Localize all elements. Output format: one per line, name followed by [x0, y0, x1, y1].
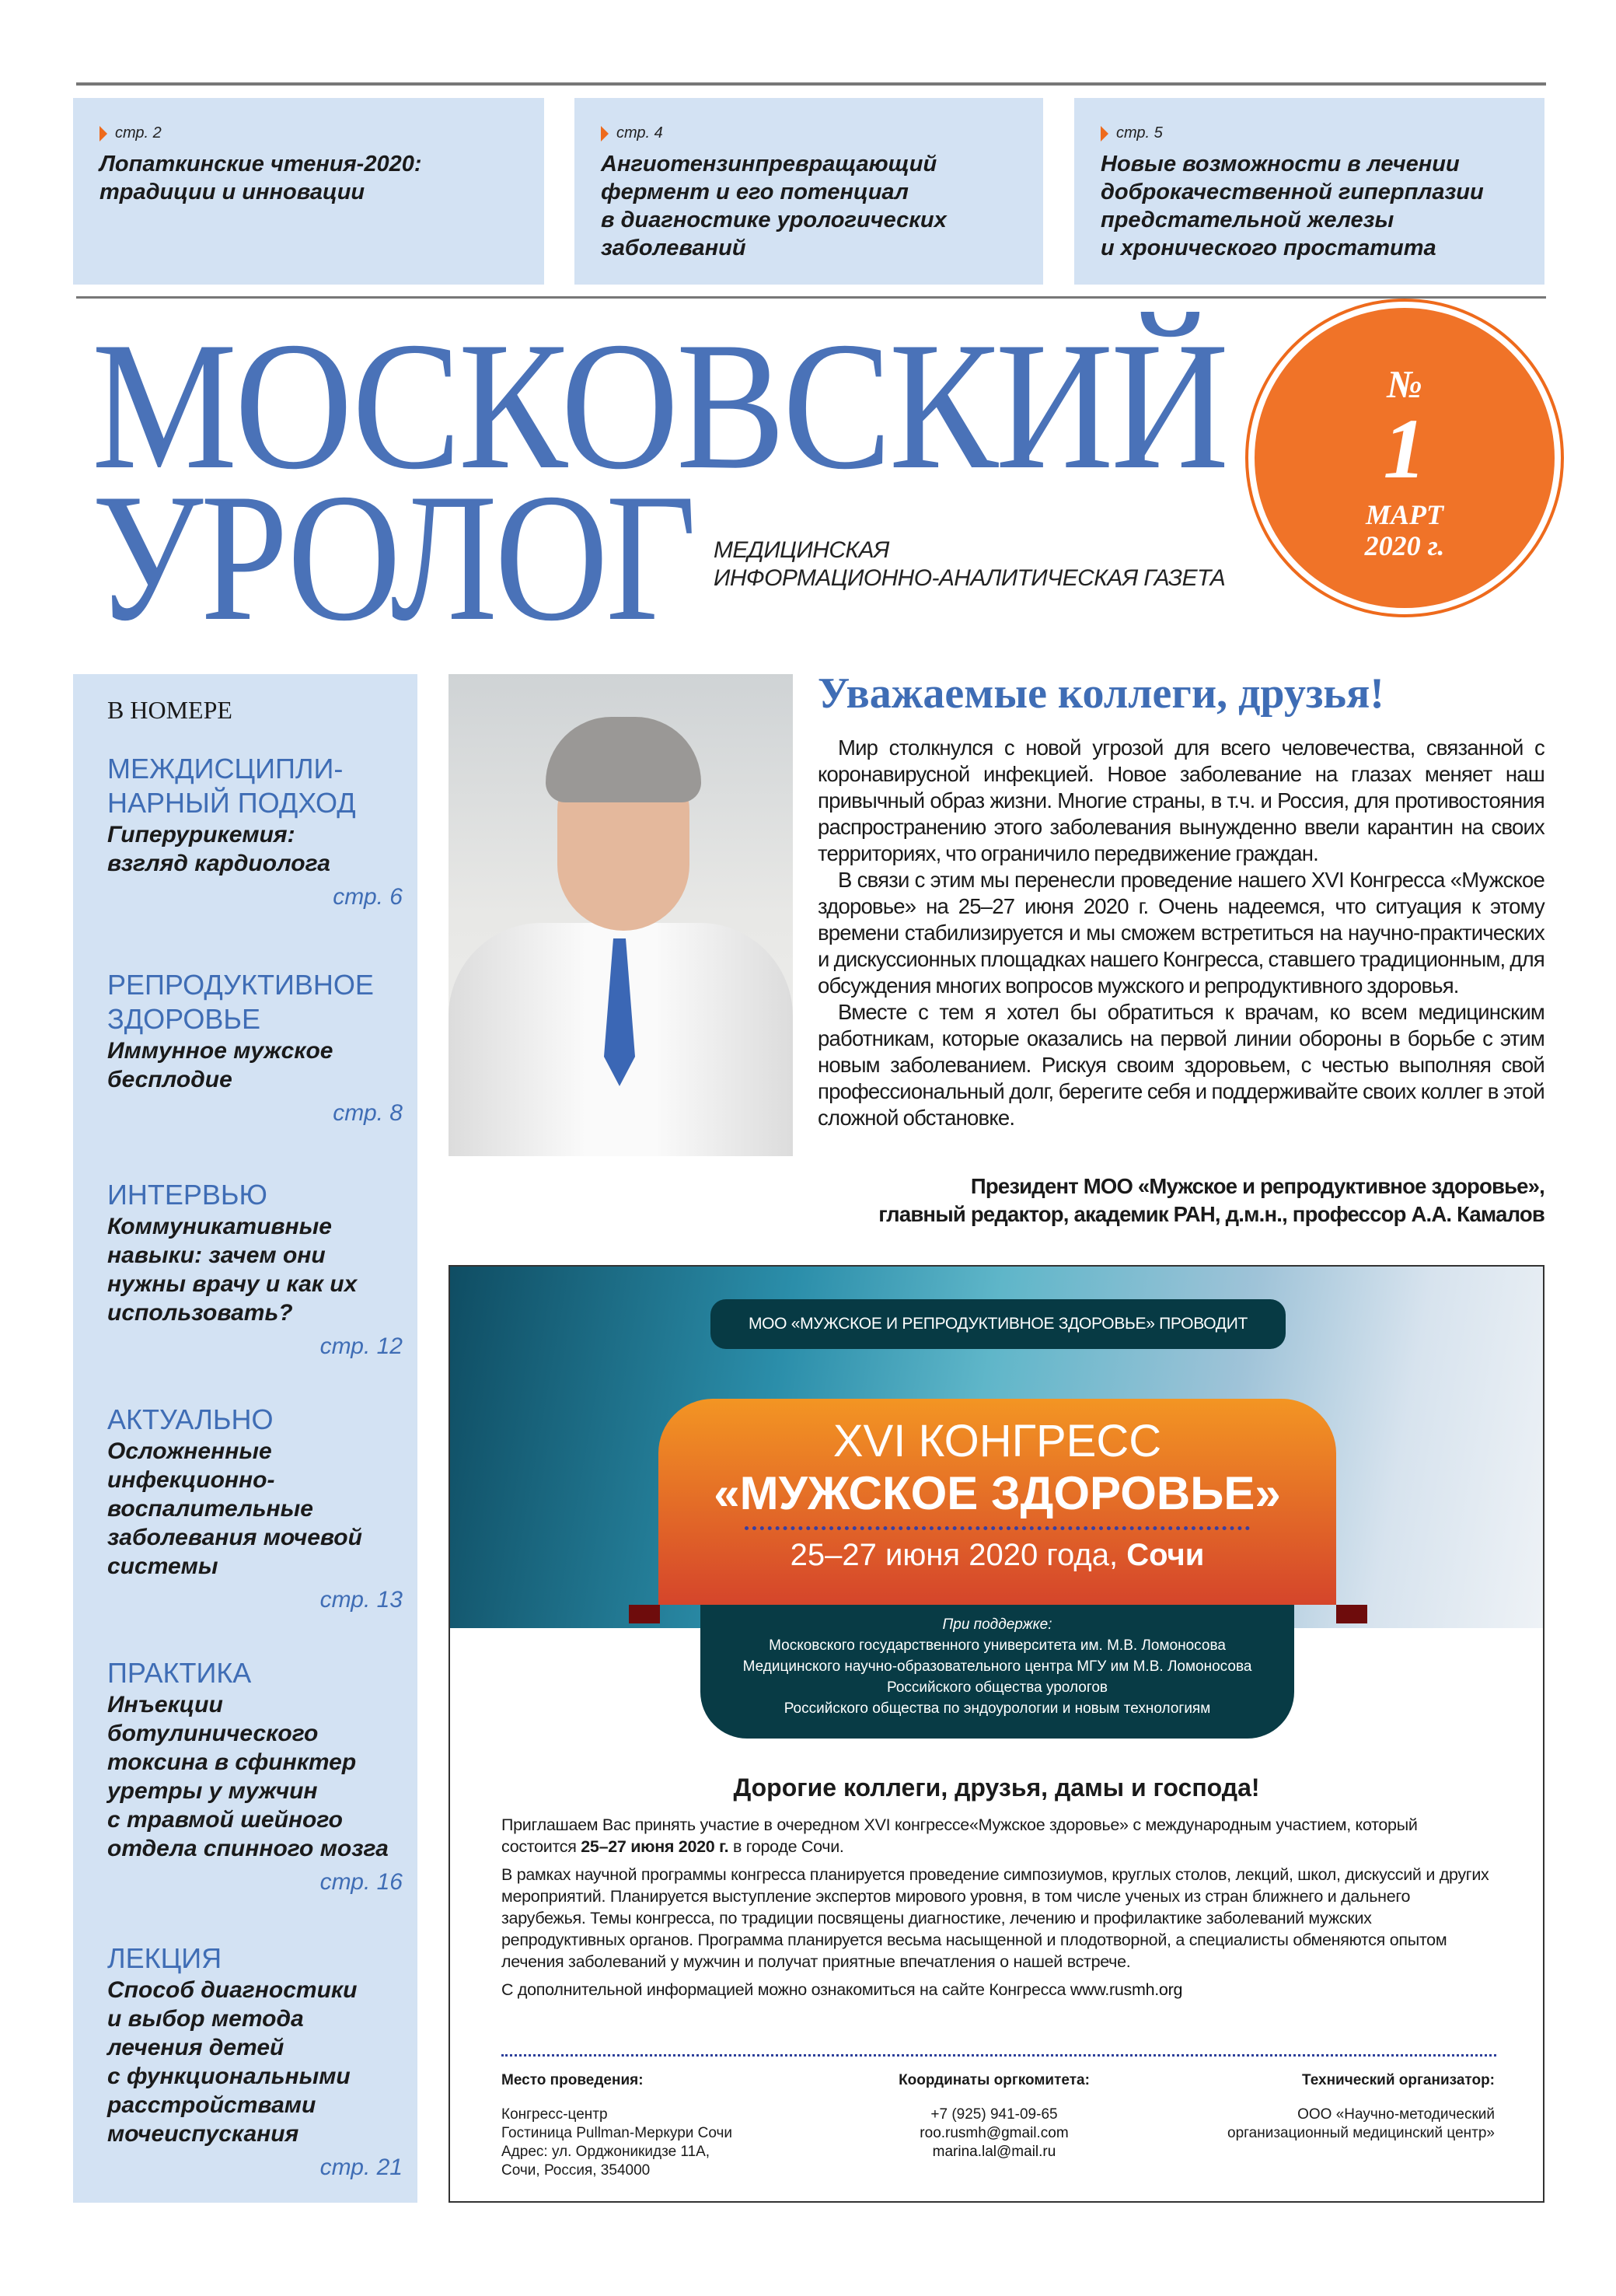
page-ref: стр. 21 [319, 2154, 403, 2180]
venue-label: Место проведения: [501, 2072, 644, 2088]
contacts-column [885, 2071, 1103, 2161]
section-desc: Инъекции ботулинического токсина в сфинктер уретры у мужчин с травмой шейного отдела спинного мозга [107, 1692, 389, 1861]
section-heading: ИНТЕРВЬЮ [107, 1179, 267, 1211]
ad-text-bold: 25–27 июня 2020 г. [581, 1837, 729, 1856]
section-desc: Способ диагностики и выбор метода лечения детей с функциональными расстройствами мочеиспускания [107, 1977, 358, 2147]
section-heading: АКТУАЛЬНО [107, 1403, 274, 1435]
ad-text: Приглашаем Вас принять участие в очередном XVI конгрессе«Мужское здоровье» с международным участием, который состоится [501, 1815, 1418, 1856]
tech-label: Технический организатор: [1302, 2072, 1495, 2088]
email-link[interactable]: marina.lal@mail.ru [932, 2144, 1056, 2160]
ad-text: С дополнительной информацией можно ознакомиться на сайте Конгресса [501, 1980, 1070, 1999]
divider [501, 2054, 1496, 2057]
ad-dates: 25–27 июня 2020 года, [790, 1538, 1127, 1572]
section-heading: МЕЖДИСЦИПЛИ- НАРНЫЙ ПОДХОД [107, 753, 356, 819]
ribbon-fold [629, 1605, 660, 1623]
letter-paragraph: В связи с этим мы перенесли проведение нашего XVI Конгресса «Мужское здоровье» на 25–27 июня 2020 г. Очень надеемся, что ситуация к этому времени стабилизируется и мы сможем встретиться на научно-практических и дискуссионных площадках нашего Конгресса, ставшего традиционным, для обсуждения многих вопросов мужского и репродуктивного здоровья. [818, 868, 1544, 998]
email-link[interactable]: roo.rusmh@gmail.com [920, 2125, 1069, 2141]
teaser-title: Лопаткинские чтения-2020: традиции и инновации [99, 152, 422, 204]
letter-paragraph: Мир столкнулся с новой угрозой для всего человечества, связанной с коронавирусной инфекцией. Новое заболевание на глазах меняет наш привычный образ жизни. Многие страны, в т.ч. и Россия, для противостояния распространению этого заболевания вынужденно ввели карантин на своих территориях, что ограничило передвижение граждан. [818, 736, 1544, 865]
teaser-1[interactable] [73, 98, 544, 285]
venue-line: Конгресс-центр [501, 2106, 608, 2123]
page-ref: стр. 8 [333, 1100, 403, 1126]
contents-item[interactable] [107, 1178, 403, 1360]
ribbon-fold [1336, 1605, 1367, 1623]
section-heading: ПРАКТИКА [107, 1657, 252, 1689]
issue-date: МАРТ 2020 г. [1364, 499, 1445, 561]
page-ref: стр. 2 [99, 124, 518, 142]
supporter: Московского государственного университета им. М.В. Ломоносова [769, 1637, 1226, 1654]
ad-body [501, 1814, 1496, 2007]
section-desc: Иммунное мужское бесплодие [107, 1038, 333, 1092]
ad-text: В рамках научной программы конгресса планируется проведение симпозиумов, круглых столов, лекций, школ, дискуссий и других мероприятий. Планируется выступление экспертов мирового уровня, в том числе ученых из стран ближнего и дальнего зарубежья. Темы конгресса, по традиции посвящены диагностике, лечению и профилактике заболеваний мужских репродуктивных органов. Программа планируется весьма насыщенной и плодотворной, а специалисты обменяются опытом лечения заболеваний у мужчин и получат приятные впечатления о нашей встрече. [501, 1865, 1489, 1971]
ad-title-banner [658, 1399, 1336, 1605]
tech-line: организационный медицинский центр» [1227, 2125, 1495, 2141]
teaser-title: Новые возможности в лечении доброкачественной гиперплазии предстательной железы и хронического простатита [1101, 152, 1484, 260]
issue-number: 1 [1383, 401, 1426, 496]
top-rule [76, 82, 1546, 86]
tech-line: ООО «Научно-методический [1297, 2106, 1495, 2123]
ad-title-1: XVI КОНГРЕСС [832, 1416, 1162, 1466]
issue-badge [1245, 299, 1564, 617]
page-ref: стр. 4 [601, 124, 1017, 142]
venue-line: Гостиница Pullman-Меркури Сочи [501, 2125, 733, 2141]
teaser-2[interactable] [574, 98, 1043, 285]
page-ref: стр. 13 [319, 1587, 403, 1613]
contents-item[interactable] [107, 1656, 403, 1896]
masthead-title-line2: УРОЛОГ [92, 456, 694, 659]
ad-greeting: Дорогие коллеги, друзья, дамы и господа! [733, 1774, 1260, 1802]
ad-organizer-line: МОО «МУЖСКОЕ И РЕПРОДУКТИВНОЕ ЗДОРОВЬЕ» ПРОВОДИТ [710, 1299, 1286, 1349]
masthead-subtitle: МЕДИЦИНСКАЯ ИНФОРМАЦИОННО-АНАЛИТИЧЕСКАЯ ГАЗЕТА [714, 537, 1226, 591]
letter-heading: Уважаемые коллеги, друзья! [818, 669, 1384, 718]
masthead-title-line1: МОСКОВСКИЙ [92, 305, 1227, 508]
teaser-title: Ангиотензинпревращающий фермент и его потенциал в диагностике урологических заболеваний [601, 152, 947, 260]
supporter: Медицинского научно-образовательного центра МГУ им М.В. Ломоносова [742, 1658, 1252, 1675]
contents-label: В НОМЕРЕ [107, 696, 232, 724]
letter-body [818, 735, 1544, 1131]
ad-title-2: «МУЖСКОЕ ЗДОРОВЬЕ» [714, 1467, 1281, 1519]
supporter: Российского общества урологов [887, 1679, 1108, 1696]
letter-paragraph: Вместе с тем я хотел бы обратиться к врачам, ко всем медицинским работникам, которые оказались на первой линии обороны в борьбе с этим новым заболеванием. Рискуя своим здоровьем, с честью выполняя свой профессиональный долг, берегите себя и поддерживайте своих коллег в этой сложной обстановке. [818, 1000, 1544, 1130]
support-label: При поддержке: [942, 1616, 1052, 1633]
page-ref: стр. 5 [1101, 124, 1518, 142]
teaser-3[interactable] [1074, 98, 1544, 285]
section-heading: РЕПРОДУКТИВНОЕ ЗДОРОВЬЕ [107, 969, 374, 1035]
ad-support-box [700, 1605, 1294, 1739]
contents-item[interactable] [107, 1403, 403, 1613]
section-desc: Осложненные инфекционно- воспалительные заболевания мочевой системы [107, 1438, 362, 1579]
page-ref: стр. 16 [319, 1869, 403, 1895]
masthead-rule [76, 296, 1546, 299]
contents-sidebar [73, 674, 417, 2203]
author-photo [449, 674, 793, 1156]
page-ref: стр. 6 [333, 884, 403, 910]
contents-item[interactable] [107, 752, 403, 910]
section-desc: Коммуникативные навыки: зачем они нужны врачу и как их использовать? [107, 1214, 358, 1326]
contacts-label: Координаты оргкомитета: [899, 2072, 1090, 2088]
section-heading: ЛЕКЦИЯ [107, 1942, 222, 1974]
supporter: Российского общества по эндоурологии и новым технологиям [784, 1700, 1211, 1717]
venue-line: Адрес: ул. Орджоникидзе 11А, [501, 2144, 710, 2160]
tech-organizer-column [1227, 2071, 1495, 2143]
venue-column [501, 2071, 732, 2180]
phone: +7 (925) 941-09-65 [930, 2106, 1058, 2123]
issue-sign: № [1387, 362, 1422, 406]
contents-item[interactable] [107, 968, 403, 1127]
congress-advertisement [449, 1265, 1544, 2203]
website-link[interactable]: www.rusmh.org [1070, 1980, 1183, 1999]
section-desc: Гиперурикемия: взгляд кардиолога [107, 822, 330, 876]
page-ref: стр. 12 [319, 1333, 403, 1359]
letter-signature: Президент МОО «Мужское и репродуктивное здоровье», главный редактор, академик РАН, д.м.н., профессор А.А. Камалов [878, 1174, 1544, 1226]
ad-city: Сочи [1126, 1538, 1205, 1572]
ad-text: в городе Сочи. [728, 1837, 844, 1856]
contents-item[interactable] [107, 1941, 403, 2181]
venue-line: Сочи, Россия, 354000 [501, 2162, 651, 2179]
